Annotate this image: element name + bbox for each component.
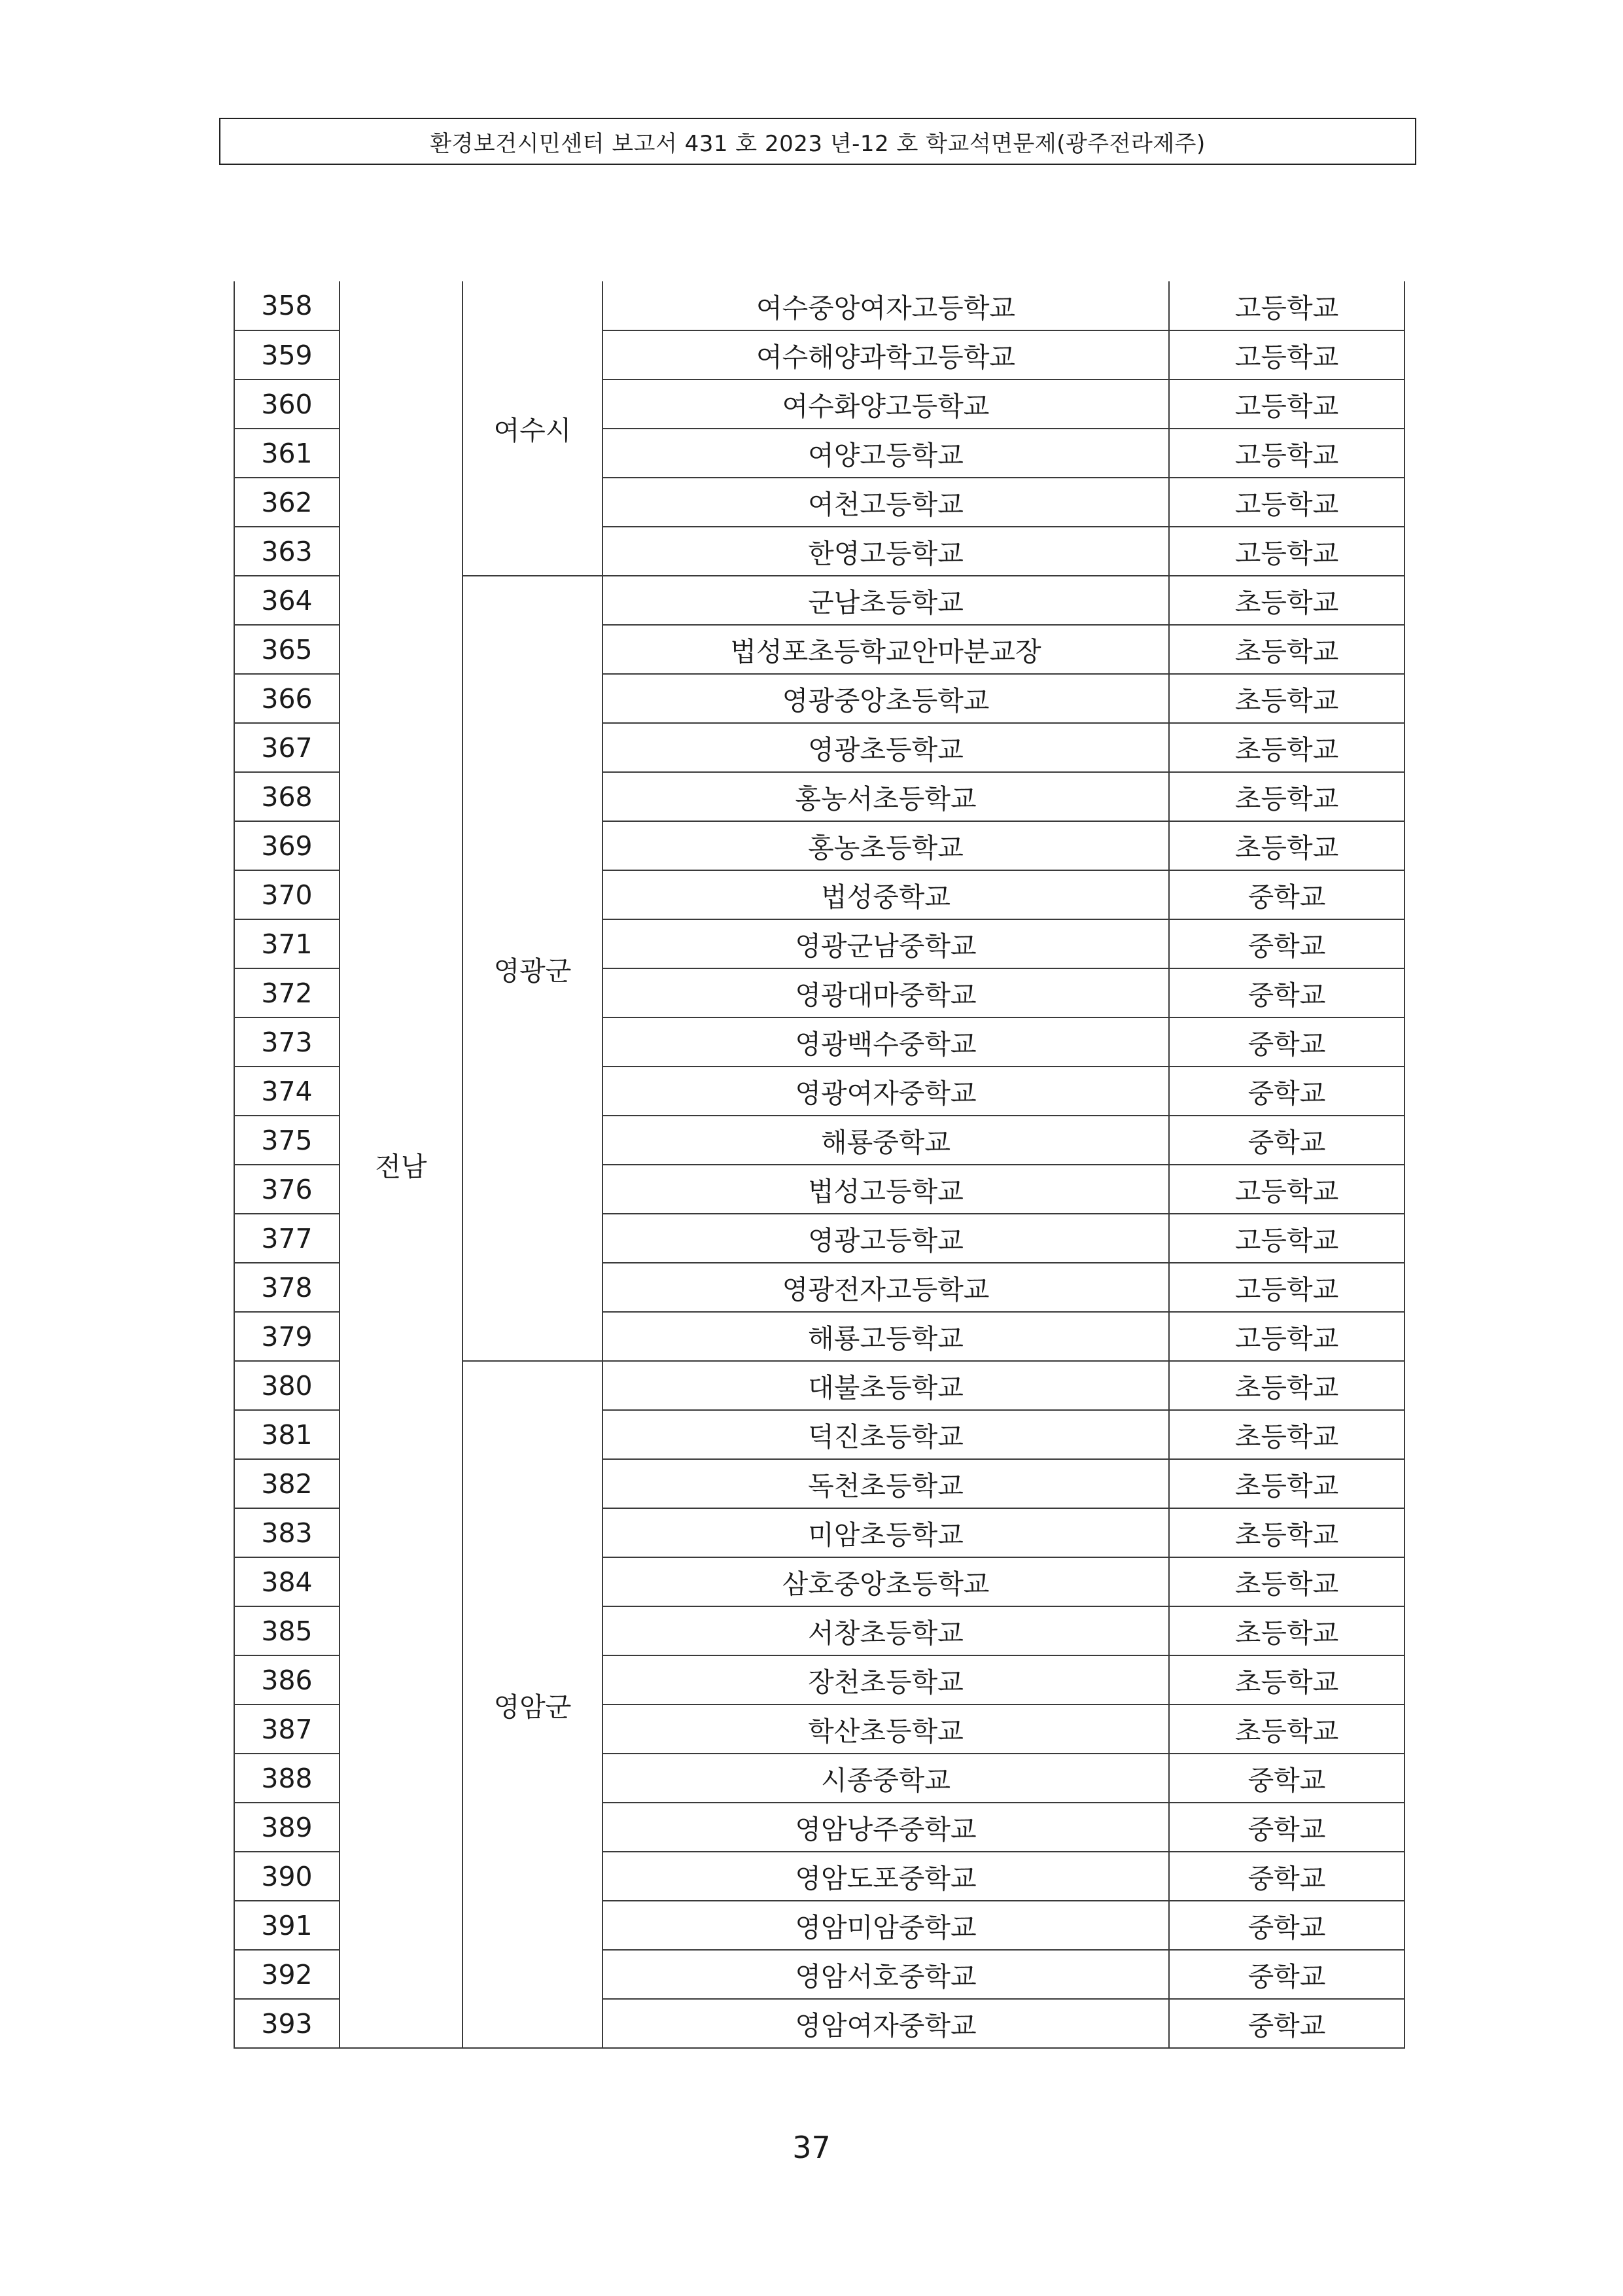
- school-name-cell: 여수해양과학고등학교: [602, 330, 1169, 380]
- school-type-cell: 중학교: [1169, 919, 1405, 968]
- row-number-cell: 368: [234, 772, 340, 821]
- row-number-cell: 361: [234, 429, 340, 478]
- school-name-cell: 영광군남중학교: [602, 919, 1169, 968]
- school-name-cell: 서창초등학교: [602, 1606, 1169, 1655]
- school-type-cell: 중학교: [1169, 1116, 1405, 1165]
- school-type-cell: 중학교: [1169, 1901, 1405, 1950]
- row-number-cell: 381: [234, 1410, 340, 1459]
- school-type-cell: 고등학교: [1169, 1312, 1405, 1361]
- row-number-cell: 384: [234, 1557, 340, 1606]
- row-number-cell: 372: [234, 968, 340, 1017]
- school-type-cell: 고등학교: [1169, 1263, 1405, 1312]
- school-name-cell: 시종중학교: [602, 1754, 1169, 1803]
- school-name-cell: 장천초등학교: [602, 1655, 1169, 1704]
- row-number-cell: 364: [234, 576, 340, 625]
- row-number-cell: 362: [234, 478, 340, 527]
- school-name-cell: 영암낭주중학교: [602, 1803, 1169, 1852]
- school-name-cell: 영광고등학교: [602, 1214, 1169, 1263]
- school-name-cell: 덕진초등학교: [602, 1410, 1169, 1459]
- school-name-cell: 한영고등학교: [602, 527, 1169, 576]
- report-header-title: 환경보건시민센터 보고서 431 호 2023 년-12 호 학교석면문제(광주전라제주): [430, 130, 1206, 157]
- row-number-cell: 358: [234, 281, 340, 330]
- school-type-cell: 초등학교: [1169, 1459, 1405, 1508]
- school-name-cell: 군남초등학교: [602, 576, 1169, 625]
- row-number-cell: 359: [234, 330, 340, 380]
- school-name-cell: 법성중학교: [602, 870, 1169, 919]
- school-type-cell: 중학교: [1169, 1017, 1405, 1067]
- school-name-cell: 여천고등학교: [602, 478, 1169, 527]
- row-number-cell: 393: [234, 1999, 340, 2048]
- row-number-cell: 367: [234, 723, 340, 772]
- school-type-cell: 중학교: [1169, 1852, 1405, 1901]
- school-name-cell: 영암미암중학교: [602, 1901, 1169, 1950]
- school-type-cell: 중학교: [1169, 1754, 1405, 1803]
- school-name-cell: 홍농서초등학교: [602, 772, 1169, 821]
- row-number-cell: 391: [234, 1901, 340, 1950]
- row-number-cell: 383: [234, 1508, 340, 1557]
- school-list-body: [234, 281, 1405, 2048]
- school-type-cell: 초등학교: [1169, 625, 1405, 674]
- school-name-cell: 학산초등학교: [602, 1704, 1169, 1754]
- row-number-cell: 374: [234, 1067, 340, 1116]
- table-row: [234, 281, 1405, 330]
- row-number-cell: 363: [234, 527, 340, 576]
- row-number-cell: 387: [234, 1704, 340, 1754]
- school-type-cell: 중학교: [1169, 1803, 1405, 1852]
- school-type-cell: 중학교: [1169, 1067, 1405, 1116]
- school-name-cell: 영암여자중학교: [602, 1999, 1169, 2048]
- school-type-cell: 고등학교: [1169, 281, 1405, 330]
- school-type-cell: 고등학교: [1169, 380, 1405, 429]
- row-number-cell: 375: [234, 1116, 340, 1165]
- school-name-cell: 영광백수중학교: [602, 1017, 1169, 1067]
- row-number-cell: 360: [234, 380, 340, 429]
- row-number-cell: 386: [234, 1655, 340, 1704]
- row-number-cell: 370: [234, 870, 340, 919]
- school-type-cell: 초등학교: [1169, 1557, 1405, 1606]
- row-number-cell: 380: [234, 1361, 340, 1410]
- school-type-cell: 초등학교: [1169, 772, 1405, 821]
- row-number-cell: 389: [234, 1803, 340, 1852]
- school-name-cell: 대불초등학교: [602, 1361, 1169, 1410]
- school-type-cell: 초등학교: [1169, 1508, 1405, 1557]
- row-number-cell: 366: [234, 674, 340, 723]
- row-number-cell: 390: [234, 1852, 340, 1901]
- school-name-cell: 법성고등학교: [602, 1165, 1169, 1214]
- school-name-cell: 영광초등학교: [602, 723, 1169, 772]
- school-list-table: [234, 281, 1405, 2049]
- school-name-cell: 영암도포중학교: [602, 1852, 1169, 1901]
- row-number-cell: 385: [234, 1606, 340, 1655]
- row-number-cell: 371: [234, 919, 340, 968]
- row-number-cell: 376: [234, 1165, 340, 1214]
- row-number-cell: 379: [234, 1312, 340, 1361]
- school-name-cell: 영광전자고등학교: [602, 1263, 1169, 1312]
- school-name-cell: 영광여자중학교: [602, 1067, 1169, 1116]
- school-name-cell: 삼호중앙초등학교: [602, 1557, 1169, 1606]
- row-number-cell: 392: [234, 1950, 340, 1999]
- row-number-cell: 377: [234, 1214, 340, 1263]
- school-type-cell: 중학교: [1169, 968, 1405, 1017]
- school-type-cell: 초등학교: [1169, 674, 1405, 723]
- school-type-cell: 고등학교: [1169, 330, 1405, 380]
- row-number-cell: 378: [234, 1263, 340, 1312]
- school-name-cell: 홍농초등학교: [602, 821, 1169, 870]
- school-type-cell: 초등학교: [1169, 1655, 1405, 1704]
- school-type-cell: 초등학교: [1169, 1606, 1405, 1655]
- school-type-cell: 중학교: [1169, 1999, 1405, 2048]
- row-number-cell: 369: [234, 821, 340, 870]
- school-name-cell: 독천초등학교: [602, 1459, 1169, 1508]
- school-type-cell: 고등학교: [1169, 1214, 1405, 1263]
- page-number: 37: [792, 2130, 831, 2165]
- school-type-cell: 고등학교: [1169, 429, 1405, 478]
- city-cell: 영암군: [462, 1361, 602, 2048]
- school-name-cell: 여수중앙여자고등학교: [602, 281, 1169, 330]
- school-type-cell: 고등학교: [1169, 478, 1405, 527]
- school-name-cell: 해룡중학교: [602, 1116, 1169, 1165]
- school-type-cell: 초등학교: [1169, 1361, 1405, 1410]
- school-type-cell: 초등학교: [1169, 1704, 1405, 1754]
- school-name-cell: 영광대마중학교: [602, 968, 1169, 1017]
- school-name-cell: 미암초등학교: [602, 1508, 1169, 1557]
- school-name-cell: 법성포초등학교안마분교장: [602, 625, 1169, 674]
- school-type-cell: 고등학교: [1169, 1165, 1405, 1214]
- school-type-cell: 초등학교: [1169, 821, 1405, 870]
- city-cell: 여수시: [462, 281, 602, 576]
- school-name-cell: 여수화양고등학교: [602, 380, 1169, 429]
- school-type-cell: 초등학교: [1169, 1410, 1405, 1459]
- school-type-cell: 초등학교: [1169, 723, 1405, 772]
- row-number-cell: 388: [234, 1754, 340, 1803]
- row-number-cell: 365: [234, 625, 340, 674]
- school-name-cell: 여양고등학교: [602, 429, 1169, 478]
- school-type-cell: 중학교: [1169, 1950, 1405, 1999]
- city-cell: 영광군: [462, 576, 602, 1361]
- row-number-cell: 373: [234, 1017, 340, 1067]
- row-number-cell: 382: [234, 1459, 340, 1508]
- school-name-cell: 영암서호중학교: [602, 1950, 1169, 1999]
- report-header: [219, 118, 1416, 165]
- school-type-cell: 초등학교: [1169, 576, 1405, 625]
- school-name-cell: 영광중앙초등학교: [602, 674, 1169, 723]
- province-cell: 전남: [340, 281, 462, 2048]
- school-type-cell: 중학교: [1169, 870, 1405, 919]
- school-type-cell: 고등학교: [1169, 527, 1405, 576]
- school-name-cell: 해룡고등학교: [602, 1312, 1169, 1361]
